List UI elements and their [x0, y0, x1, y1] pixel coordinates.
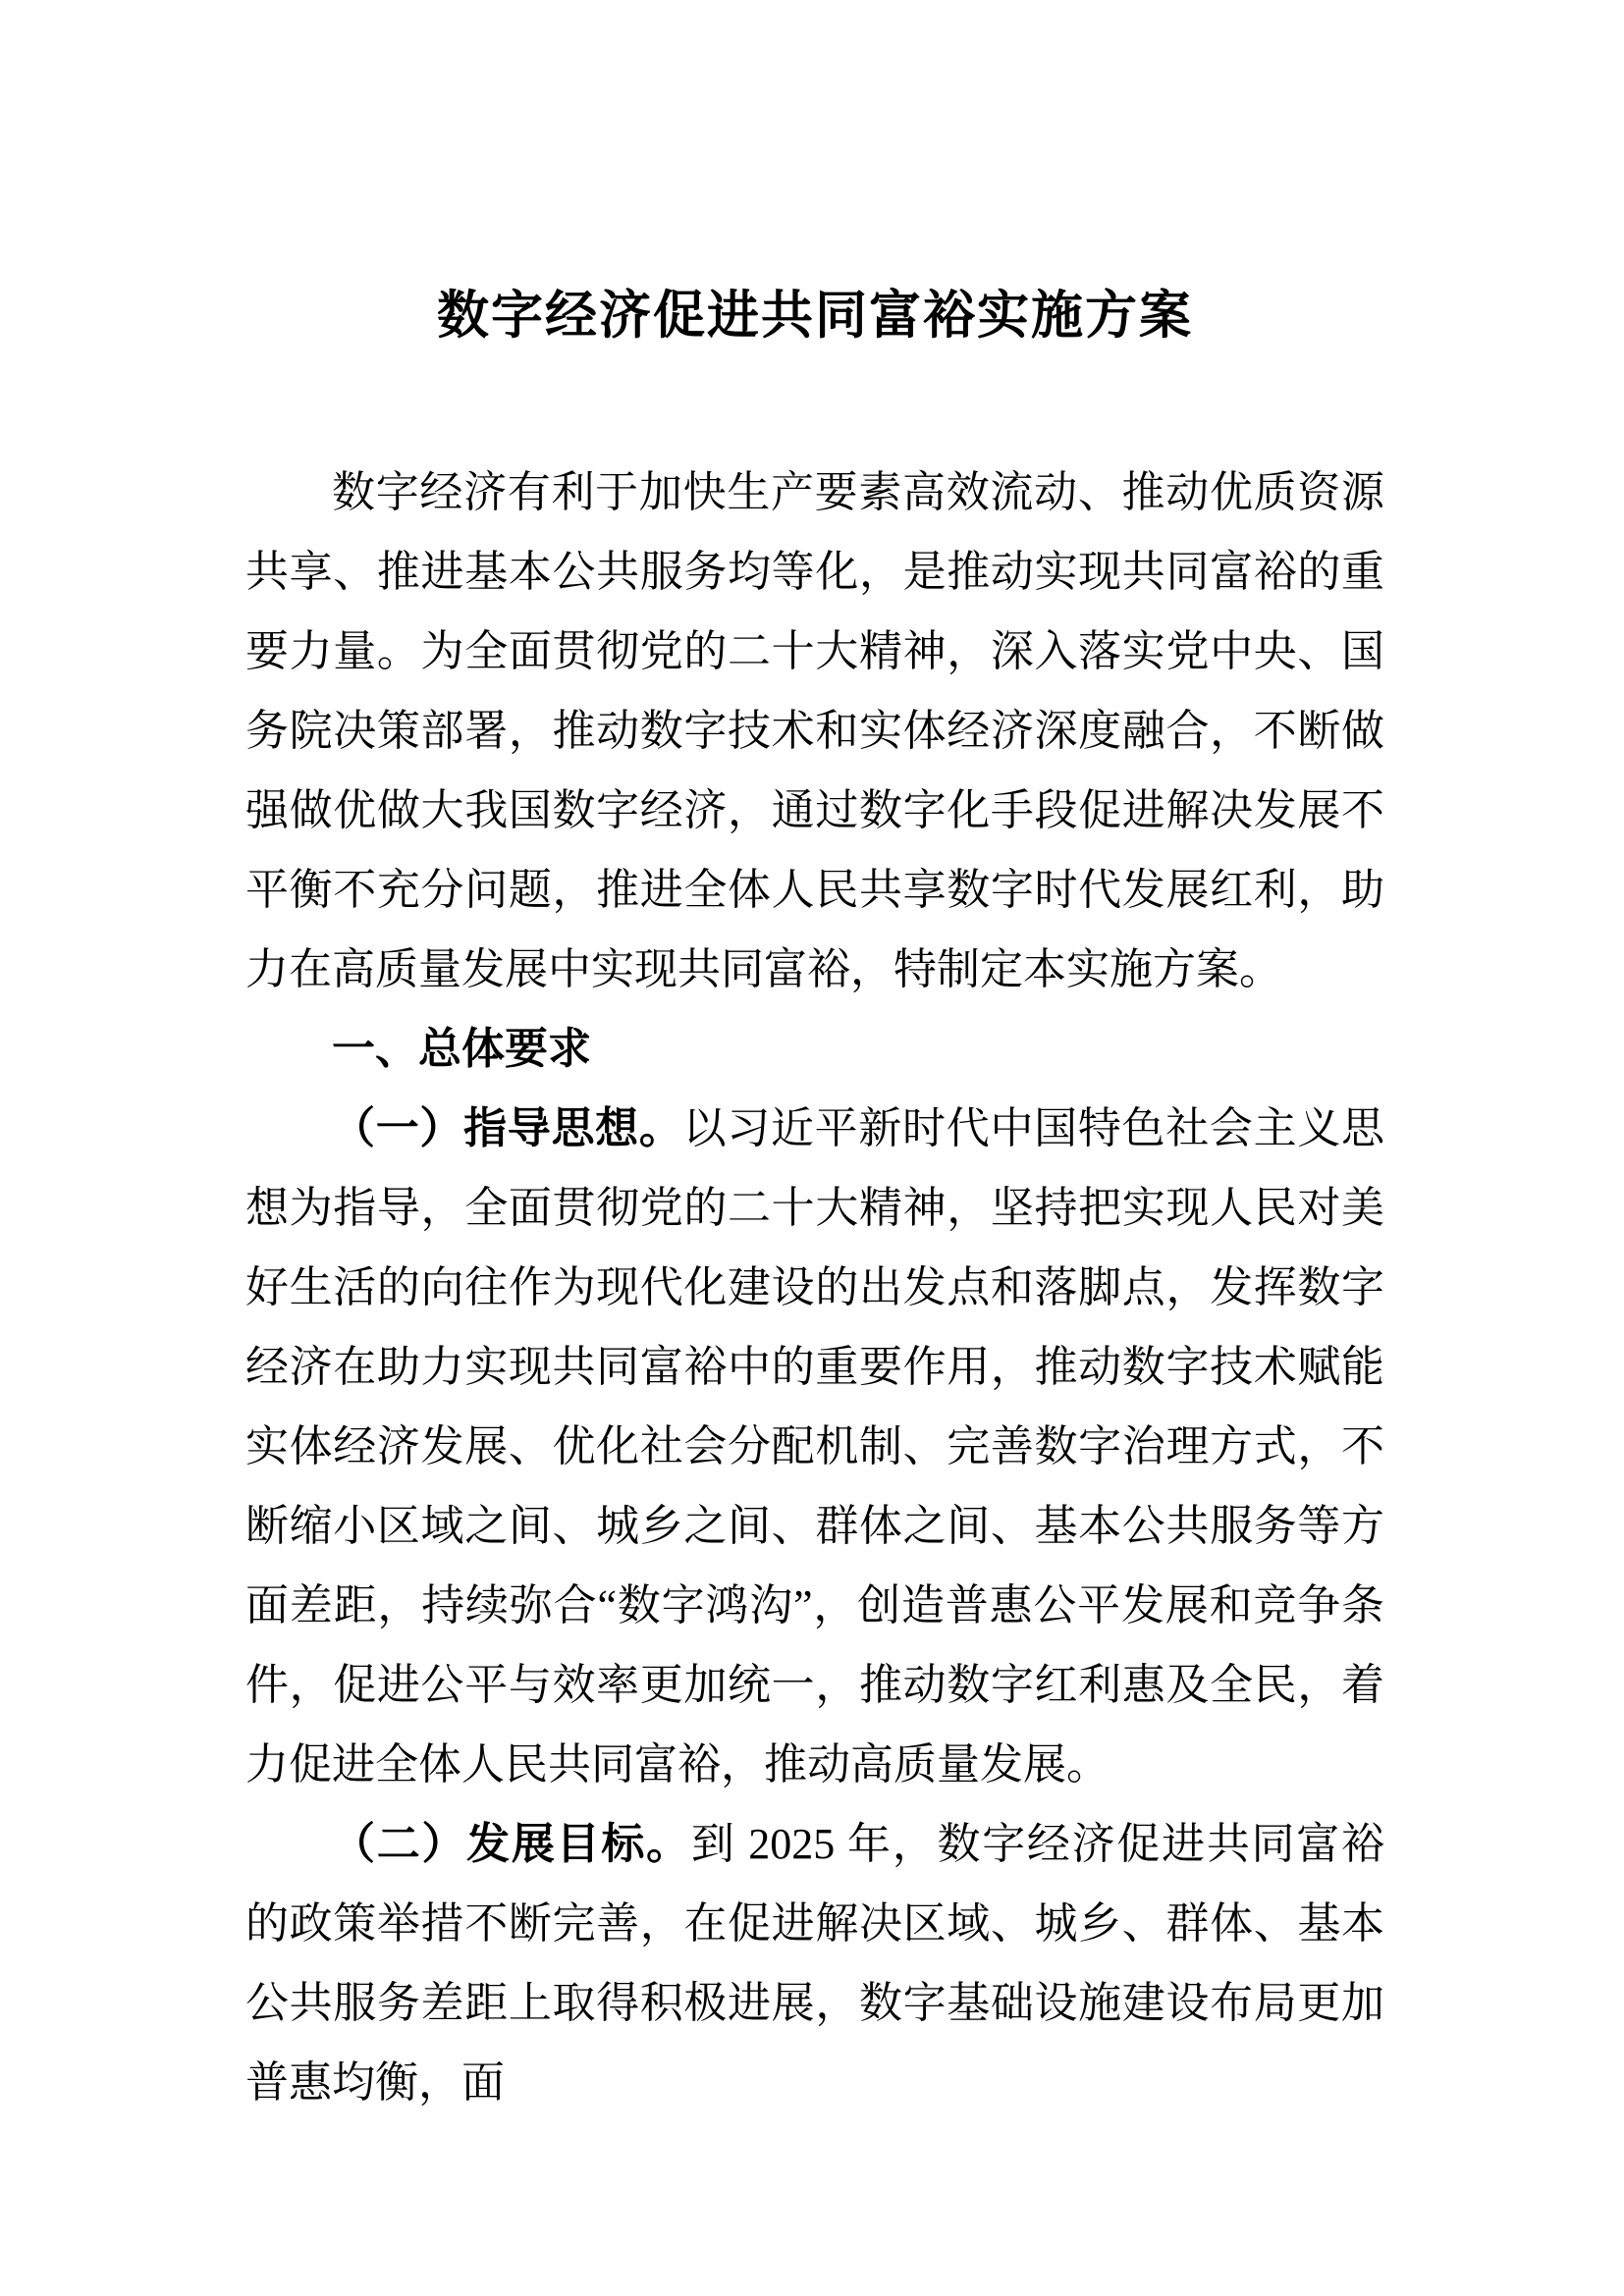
paragraph-guiding-ideology: [245, 1089, 1384, 1804]
paragraph-lead: （二）发展目标。: [332, 1820, 691, 1868]
paragraph-body: 到 2025 年，数字经济促进共同富裕的政策举措不断完善，在促进解决区域、城乡、群体、基本公共服务差距上取得积极进展，数字基础设施建设布局更加普惠均衡，面: [245, 1820, 1385, 2107]
paragraph-development-goals: [245, 1804, 1384, 2122]
document-body: [245, 453, 1384, 2122]
intro-paragraph: 数字经济有利于加快生产要素高效流动、推动优质资源共享、推进基本公共服务均等化，是推动实现共同富裕的重要力量。为全面贯彻党的二十大精神，深入落实党中央、国务院决策部署，推动数字技术和实体经济深度融合，不断做强做优做大我国数字经济，通过数字化手段促进解决发展不平衡不充分问题，推进全体人民共享数字时代发展红利，助力在高质量发展中实现共同富裕，特制定本实施方案。: [245, 468, 1384, 993]
paragraph-lead: （一）指导思想。: [332, 1104, 683, 1152]
paragraph-body: 以习近平新时代中国特色社会主义思想为指导，全面贯彻党的二十大精神，坚持把实现人民对美好生活的向往作为现代化建设的出发点和落脚点，发挥数字经济在助力实现共同富裕中的重要作用，推动数字技术赋能实体经济发展、优化社会分配机制、完善数字治理方式，不断缩小区域之间、城乡之间、群体之间、基本公共服务等方面差距，持续弥合“数字鸿沟”，创造普惠公平发展和竞争条件，促进公平与效率更加统一，推动数字红利惠及全民，着力促进全体人民共同富裕，推动高质量发展。: [245, 1104, 1385, 1789]
section-heading-overall-requirements: 一、总体要求: [332, 1025, 591, 1073]
document-title: 数字经济促进共同富裕实施方案: [437, 288, 1193, 345]
